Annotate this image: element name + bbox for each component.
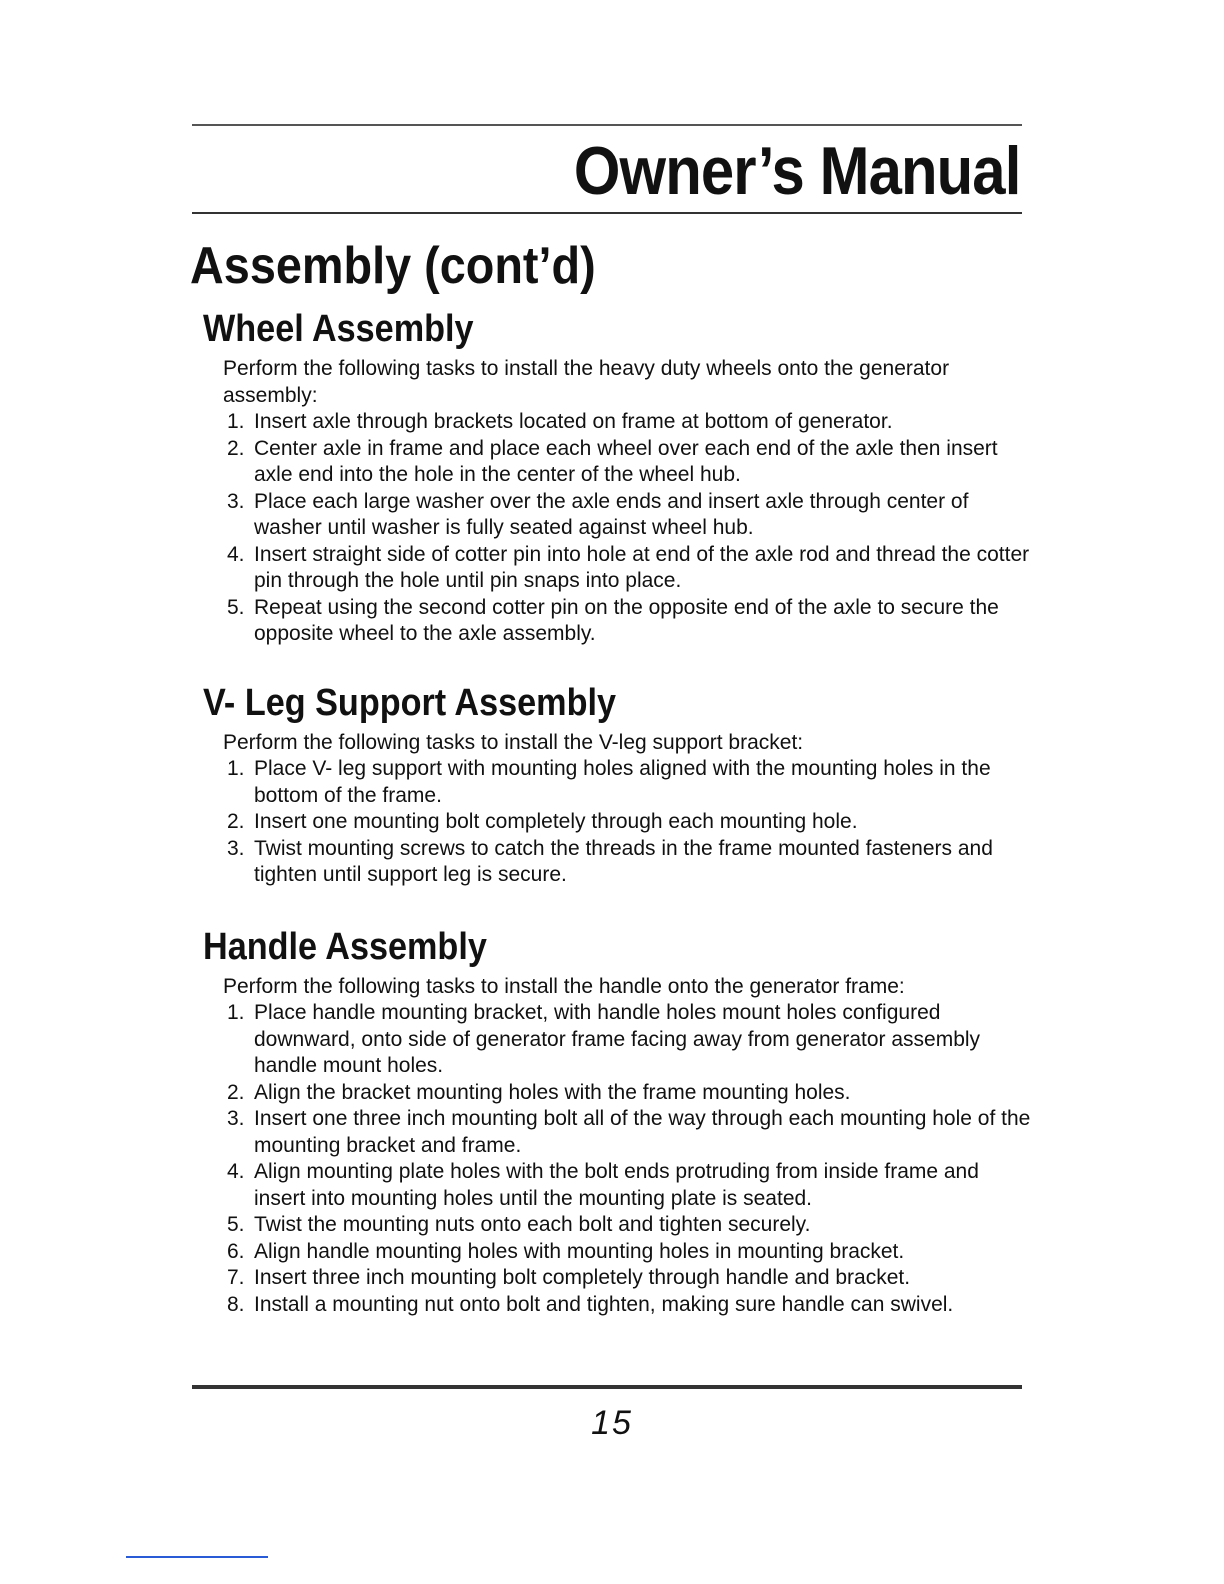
list-item: [227, 1080, 1034, 1107]
header-bottom-rule: [192, 212, 1022, 214]
list-item: [227, 836, 1034, 889]
step-text: Twist mounting screws to catch the threads in the frame mounted fasteners and tighten until support leg is secure.: [254, 836, 993, 886]
step-number: 4.: [227, 542, 245, 566]
list-item: [227, 809, 1034, 836]
step-text: Place V- leg support with mounting holes aligned with the mounting holes in the bottom of the frame.: [254, 757, 991, 807]
step-text: Insert three inch mounting bolt completely through handle and bracket.: [254, 1266, 911, 1289]
step-number: 1.: [227, 410, 245, 433]
step-text: Align handle mounting holes with mounting holes in mounting bracket.: [254, 1239, 905, 1263]
list-item: [227, 489, 1034, 542]
list-item: [227, 436, 1034, 489]
wheel-assembly-heading: Wheel Assembly: [203, 308, 474, 350]
page-number: 15: [591, 1404, 633, 1442]
step-text: Place handle mounting bracket, with handle holes mount holes configured downward, onto side of generator frame facing away from generator assembly handle mount holes.: [254, 1001, 981, 1077]
v-leg-support-steps: [205, 756, 1034, 889]
step-number: 4.: [227, 1160, 245, 1183]
handle-assembly-heading: Handle Assembly: [203, 926, 487, 968]
step-number: 1.: [227, 757, 245, 780]
step-number: 3.: [227, 489, 245, 513]
step-number: 1.: [227, 1001, 245, 1024]
wheel-assembly-intro: Perform the following tasks to install the heavy duty wheels onto the generator assembly:: [223, 357, 950, 407]
list-item: [227, 595, 1034, 648]
list-item: [227, 542, 1034, 595]
step-text: Insert one three inch mounting bolt all of the way through each mounting hole of the mounting bracket and frame.: [254, 1107, 1031, 1157]
wheel-assembly-steps: [205, 409, 1034, 648]
list-item: [227, 1212, 1034, 1239]
list-item: [227, 756, 1034, 809]
step-text: Align the bracket mounting holes with the frame mounting holes.: [254, 1080, 851, 1104]
list-item: [227, 1106, 1034, 1159]
step-number: 2.: [227, 436, 245, 460]
step-number: 6.: [227, 1239, 245, 1263]
step-number: 5.: [227, 595, 245, 619]
header-top-rule: [192, 124, 1022, 126]
step-number: 2.: [227, 810, 245, 833]
step-text: Center axle in frame and place each wheel over each end of the axle then insert axle end into the hole in the center of the wheel hub.: [254, 436, 998, 486]
step-text: Insert straight side of cotter pin into hole at end of the axle rod and thread the cotter pin through the hole until pin snaps into place.: [254, 542, 1030, 592]
step-text: Twist the mounting nuts onto each bolt and tighten securely.: [254, 1213, 811, 1236]
list-item: [227, 1292, 1034, 1319]
step-text: Install a mounting nut onto bolt and tighten, making sure handle can swivel.: [254, 1292, 954, 1316]
v-leg-support-heading: V- Leg Support Assembly: [203, 682, 617, 724]
handle-assembly-intro: Perform the following tasks to install the handle onto the generator frame:: [223, 975, 905, 998]
document-title: Owner’s Manual: [573, 133, 1020, 209]
step-text: Insert axle through brackets located on frame at bottom of generator.: [254, 410, 893, 433]
footer-divider: [126, 1556, 268, 1558]
list-item: [227, 1265, 1034, 1292]
step-text: Insert one mounting bolt completely through each mounting hole.: [254, 810, 858, 833]
v-leg-support-intro: Perform the following tasks to install the V-leg support bracket:: [223, 731, 804, 754]
step-number: 7.: [227, 1266, 245, 1289]
step-number: 2.: [227, 1080, 245, 1104]
step-text: Repeat using the second cotter pin on the opposite end of the axle to secure the opposite wheel to the axle assembly.: [254, 595, 999, 645]
step-number: 3.: [227, 836, 245, 860]
step-number: 8.: [227, 1292, 245, 1316]
v-leg-support-section: [205, 682, 1034, 889]
wheel-assembly-section: [205, 308, 1034, 648]
handle-assembly-steps: [205, 1000, 1034, 1318]
list-item: [227, 409, 1034, 436]
step-text: Align mounting plate holes with the bolt ends protruding from inside frame and insert into mounting holes until the mounting plate is seated.: [254, 1160, 979, 1210]
list-item: [227, 1159, 1034, 1212]
step-text: Place each large washer over the axle ends and insert axle through center of washer until washer is fully seated against wheel hub.: [254, 489, 969, 539]
list-item: [227, 1000, 1034, 1080]
section-title: Assembly (cont’d): [190, 237, 596, 295]
list-item: [227, 1239, 1034, 1266]
step-number: 5.: [227, 1213, 245, 1236]
step-number: 3.: [227, 1107, 245, 1130]
handle-assembly-section: [205, 926, 1034, 1318]
footer-rule: [192, 1385, 1022, 1389]
